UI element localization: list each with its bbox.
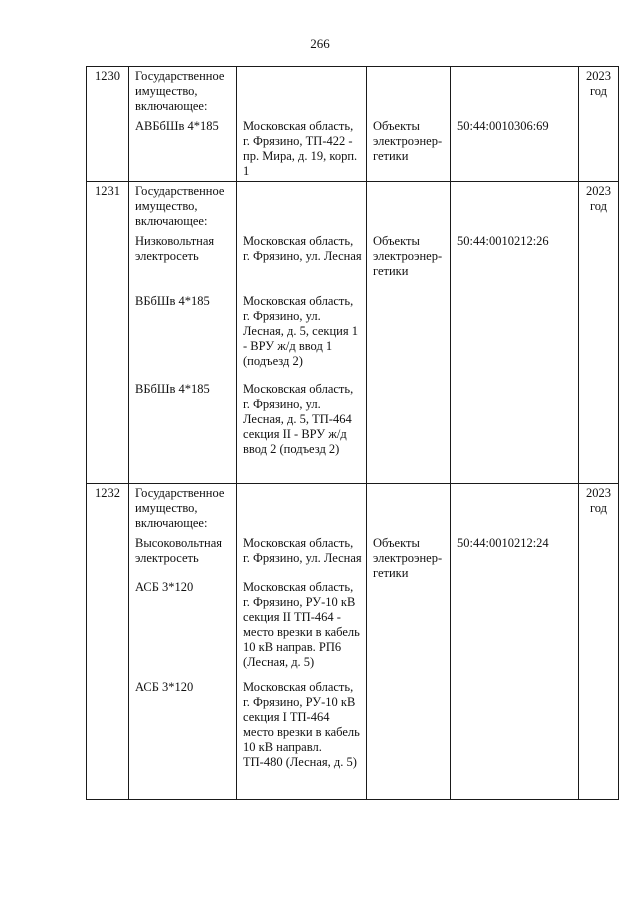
- row-heading: Государственное имущество, включающее:: [135, 69, 225, 113]
- row-number: 1231: [87, 182, 129, 484]
- item-address: Московская область, г. Фрязино, ул. Лесная: [243, 234, 362, 263]
- registry-table: [86, 66, 619, 800]
- cadastral-cell: [451, 484, 579, 800]
- item-cadastral: 50:44:0010212:24: [457, 536, 549, 550]
- table-row: [87, 182, 619, 484]
- page-number: 266: [310, 36, 330, 51]
- item-name: АВБбШв 4*185: [135, 119, 219, 133]
- address-cell: [237, 67, 367, 182]
- name-cell: [129, 484, 237, 800]
- address-cell: [237, 182, 367, 484]
- year-cell: [579, 182, 619, 484]
- row-year: 2023 год: [586, 486, 611, 515]
- item-address: Московская область, г. Фрязино, ул. Лесная, д. 5, секция 1 - ВРУ ж/д ввод 1 (подъезд 2): [243, 294, 358, 368]
- item-name: АСБ 3*120: [135, 580, 194, 594]
- item-type: Объекты электроэнер-гетики: [373, 119, 443, 163]
- row-heading: Государственное имущество, включающее:: [135, 184, 225, 228]
- row-year: 2023 год: [586, 69, 611, 98]
- address-cell: [237, 484, 367, 800]
- row-year: 2023 год: [586, 184, 611, 213]
- item-address: Московская область, г. Фрязино, ул. Лесная: [243, 536, 362, 565]
- item-name: Низковольтная электросеть: [135, 234, 215, 263]
- row-number: 1230: [87, 67, 129, 182]
- row-number: 1232: [87, 484, 129, 800]
- name-cell: [129, 182, 237, 484]
- item-address: Московская область, г. Фрязино, РУ-10 кВ секция II ТП-464 - место врезки в кабель 10 кВ направ. РП6 (Лесная, д. 5): [243, 580, 360, 669]
- year-cell: [579, 484, 619, 800]
- item-cadastral: 50:44:0010306:69: [457, 119, 549, 133]
- item-name: ВБбШв 4*185: [135, 382, 210, 396]
- item-name: ВБбШв 4*185: [135, 294, 210, 308]
- item-address: Московская область, г. Фрязино, ТП-422 - пр. Мира, д. 19, корп. 1: [243, 119, 358, 178]
- item-address: Московская область, г. Фрязино, РУ-10 кВ секция I ТП-464 место врезки в кабель 10 кВ направл. ТП-480 (Лесная, д. 5): [243, 680, 360, 769]
- item-cadastral: 50:44:0010212:26: [457, 234, 549, 248]
- name-cell: [129, 67, 237, 182]
- type-cell: [367, 67, 451, 182]
- cadastral-cell: [451, 182, 579, 484]
- table-row: [87, 484, 619, 800]
- row-heading: Государственное имущество, включающее:: [135, 486, 225, 530]
- type-cell: [367, 484, 451, 800]
- type-cell: [367, 182, 451, 484]
- item-type: Объекты электроэнер-гетики: [373, 234, 443, 278]
- item-name: АСБ 3*120: [135, 680, 194, 694]
- year-cell: [579, 67, 619, 182]
- table-row: [87, 67, 619, 182]
- item-address: Московская область, г. Фрязино, ул. Лесная, д. 5, ТП-464 секция II - ВРУ ж/д ввод 2 (подъезд 2): [243, 382, 354, 456]
- item-name: Высоковольтная электросеть: [135, 536, 223, 565]
- item-type: Объекты электроэнер-гетики: [373, 536, 443, 580]
- cadastral-cell: [451, 67, 579, 182]
